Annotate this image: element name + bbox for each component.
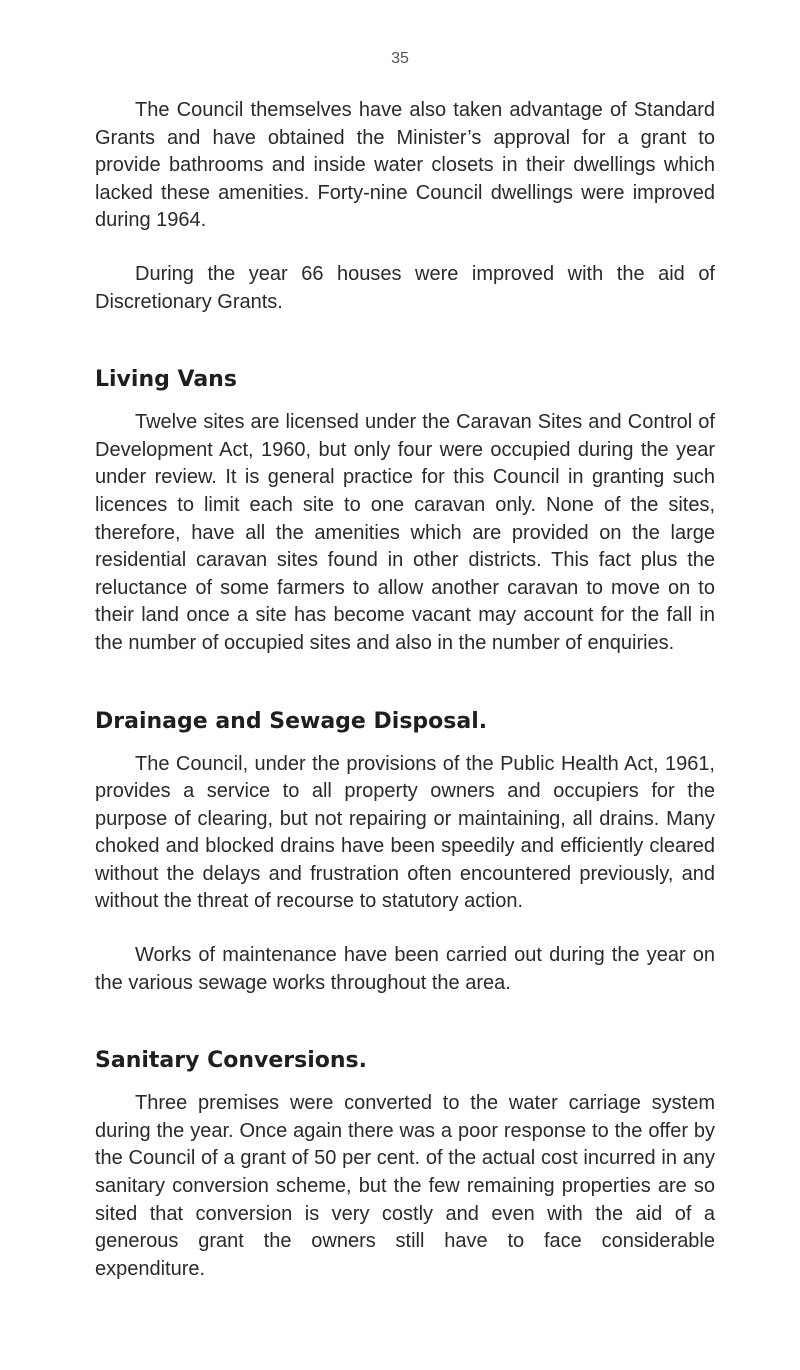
paragraph-sewage-works: Works of maintenance have been carried out during the year on the various sewage works throughout the area. xyxy=(95,944,715,994)
heading-drainage: Drainage and Sewage Disposal. xyxy=(95,708,488,734)
paragraph-drainage-service: The Council, under the provisions of the Public Health Act, 1961, provides a service to all property owners and occupiers for the purpose of clearing, but not repairing or maintaining, all drains. Many choked and blocked drains have been speedily and efficiently cleared without the delays and frustration often encountered previously, and without the threat of recourse to statutory action. xyxy=(95,752,715,913)
paragraph-standard-grants: The Council themselves have also taken advantage of Standard Grants and have obtained the Minister’s approval for a grant to provide bathrooms and inside water closets in their dwellings which lacked these amenities. Forty-nine Council dwellings were improved during 1964. xyxy=(95,99,715,232)
document-body xyxy=(95,97,715,1283)
paragraph-sanitary-conversions: Three premises were converted to the water carriage system during the year. Once again there was a poor response to the offer by the Council of a grant of 50 per cent. of the actual cost incurred in any sanitary conversion scheme, but the few remaining properties are so sited that conversion is very costly and even with the aid of a generous grant the owners still have to face considerable expenditure. xyxy=(95,1092,715,1280)
heading-living-vans: Living Vans xyxy=(95,367,237,393)
heading-sanitary-conversions: Sanitary Conversions. xyxy=(95,1048,368,1074)
paragraph-discretionary-grants: During the year 66 houses were improved with the aid of Discretionary Grants. xyxy=(95,262,715,313)
paragraph-living-vans: Twelve sites are licensed under the Caravan Sites and Control of Development Act, 1960, but only four were occupied during the year under review. It is general practice for this Council in granting such licences to limit each site to one caravan only. None of the sites, therefore, have all the amenities which are provided on the large residential caravan sites found in other districts. This fact plus the reluctance of some farmers to allow another caravan to move on to their land once a site has become vacant may account for the fall in the number of occupied sites and also in the number of enquiries. xyxy=(95,411,715,654)
page-number: 35 xyxy=(391,50,409,67)
